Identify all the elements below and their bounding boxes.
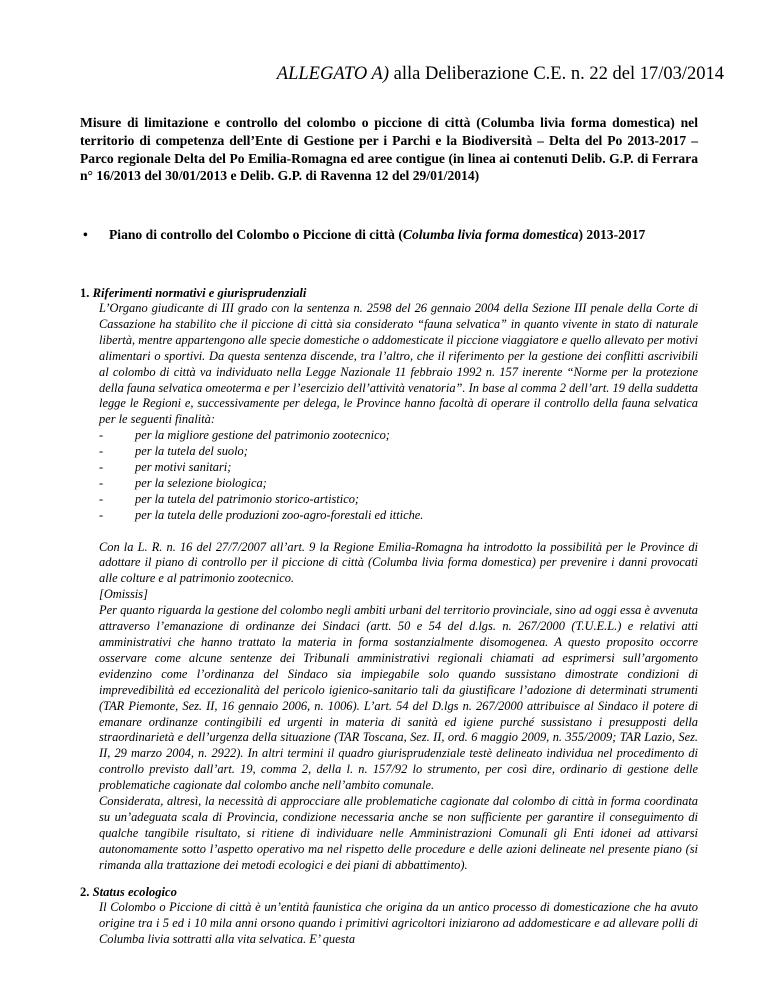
section-2 [80, 884, 698, 948]
list-item: - per la tutela del patrimonio storico-artistico; [99, 491, 360, 506]
section-2-paragraph-1: Il Colombo o Piccione di città è un’entità faunistica che origina da un antico processo di domesticazione che ha avuto origine tra i 5 ed i 10 mila anni orsono quando i primitivi agricoltori iniziarono ad addomesticare e ad allevare polli di Columba livia sottratti alla vita selvatica. E’ questa [99, 900, 698, 946]
document-header [0, 64, 768, 85]
section-1-intro: L’Organo giudicante di III grado con la sentenza n. 2598 del 26 gennaio 2004 della Sezione III penale della Corte di Cassazione ha stabilito che il piccione di città sia considerato “fauna selvatica” in quanto vivente in stato di naturale libertà, mentre appartengono alle specie domestiche o addomesticate il piccione viaggiatore e quello allevato per motivi alimentari o sportivi. Da questa sentenza discende, tra l’altro, che il riferimento per la gestione dei conflitti ascrivibili al colombo di città va individuato nella Legge Nazionale 11 febbraio 1992 n. 157 inerente “Norme per la protezione della fauna selvatica omeoterma e per l’esercizio dell’attività venatoria”. In base al comma 2 dell’art. 19 della suddetta legge le Regioni e, successivamente per delega, le Province hanno facoltà di operare il controllo della fauna selvatica per le seguenti finalità: [99, 301, 698, 427]
plan-title [109, 226, 698, 244]
section-1 [80, 285, 698, 874]
list-item: - per motivi sanitari; [99, 460, 232, 475]
document-title: Misure di limitazione e controllo del colombo o piccione di città (Columba livia forma domestica) nel territorio di competenza dell’Ente di Gestione per i Parchi e la Biodiversità – Delta del Po 2013-2017 – Parco regionale Delta del Po Emilia-Romagna ed aree contigue (in linea ai contenuti Delib. G.P. di Ferrara n° 16/2013 del 30/01/2013 e Delib. G.P. di Ravenna 12 del 29/01/2014) [80, 115, 698, 184]
section-2-heading [80, 884, 698, 900]
paragraph-gap [99, 524, 698, 540]
plan-title-before: Piano di controllo del Colombo o Piccione di città ( [109, 227, 403, 242]
section-1-paragraph-3: Per quanto riguarda la gestione del colombo negli ambiti urbani del territorio provinciale, sino ad oggi essa è avvenuta attraverso l’emanazione di ordinanze dei Sindaci (artt. 50 e 54 del d.lgs. n. 267/2000 (T.U.E.L.) e relativi atti amministrativi che hanno trattato la materia in forma sostanzialmente disomogenea. A questo proposito occorre osservare come alcune sentenze dei Tribunali amministrativi regionali chiamati ad esprimersi sull’argomento evidenzino come l’ordinanza del Sindaco sia impiegabile solo quando sussistano dimostrate condizioni di imprevedibilità ed eccezionalità del pericolo igienico-sanitario tali da giustificare l’adozione di determinati strumenti (TAR Piemonte, Sez. II, 16 gennaio 2006, n. 1006). L’art. 54 del D.lgs n. 267/2000 attribuisce al Sindaco il potere di emanare ordinanze contingibili ed urgenti in materia di sanità ed igiene purché sussistano i presupposti della straordinarietà e dell’urgenza della situazione (TAR Toscana, Sez. II, ord. 6 maggio 2009, n. 355/2009; TAR Lazio, Sez. II, 29 marzo 2004, n. 2922). In altri termini il quadro giurisprudenziale testè delineato individua nel procedimento di controllo previsto dall’art. 19, comma 2, della l. n. 157/92 lo strumento, per così dire, ordinario di gestione delle problematiche cagionate dal colombo anche nell’ambito comunale. [99, 603, 698, 793]
plan-title-species: Columba livia forma domestica [402, 227, 579, 242]
purpose-list [99, 428, 698, 523]
plan-bullet [80, 226, 698, 244]
section-1-body [99, 301, 698, 874]
section-1-paragraph-4: Considerata, altresì, la necessità di approcciare alle problematiche cagionate dal colombo di città in forma coordinata su un’adeguata scala di Provincia, condizione necessaria anche se non sufficiente per garantire il conseguimento di qualche tangibile risultato, si ritiene di individuare nelle Amministrazioni Comunali gli Enti idonei ad attivarsi autonomamente sotto l’aspetto operativo ma nel rispetto delle procedure e delle azioni delineate nel presente piano (si rimanda alla trattazione dei metodi ecologici e dei piani di abbattimento). [99, 794, 698, 872]
list-item: - per la migliore gestione del patrimonio zootecnico; [99, 428, 390, 443]
header-prefix: ALLEGATO A) [276, 64, 390, 84]
list-item: - per la tutela del suolo; [99, 444, 248, 459]
section-1-number: 1. [80, 286, 90, 300]
plan-title-after: ) 2013-2017 [578, 227, 646, 242]
list-item: - per la selezione biologica; [99, 475, 267, 490]
bullet-symbol: • [83, 227, 88, 242]
header-rest: alla Deliberazione C.E. n. 22 del 17/03/2014 [389, 64, 724, 84]
section-1-heading [80, 285, 698, 301]
omissis-marker: [Omissis] [99, 587, 148, 602]
list-item: - per la tutela delle produzioni zoo-agro-forestali ed ittiche. [99, 507, 424, 522]
section-2-title: Status ecologico [92, 885, 177, 899]
section-1-title: Riferimenti normativi e giurisprudenziali [92, 286, 307, 300]
section-1-paragraph-2: Con la L. R. n. 16 del 27/7/2007 all’art. 9 la Regione Emilia-Romagna ha introdotto la possibilità per le Province di adottare il piano di controllo per il piccione di città (Columba livia forma domestica) per prevenire i danni provocati alle colture e al patrimonio zootecnico. [99, 539, 698, 586]
section-2-body [99, 900, 698, 948]
section-2-number: 2. [80, 885, 90, 899]
